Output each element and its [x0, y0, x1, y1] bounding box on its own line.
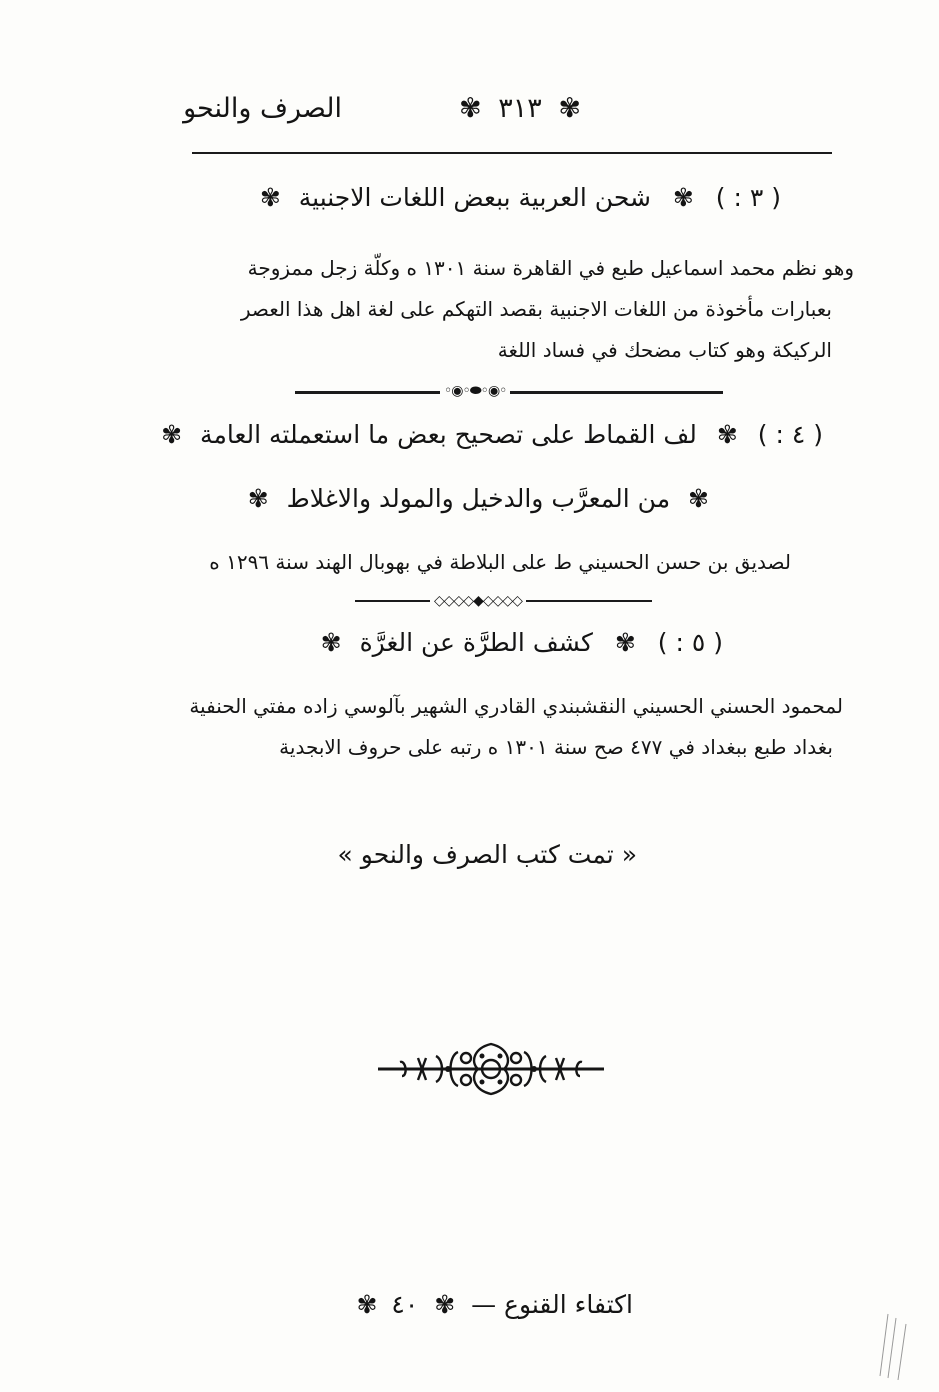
entry-5-body: [183, 686, 843, 768]
entry-3-line-2: بعبارات مأخوذة من اللغات الاجنبية بقصد التهكم على لغة اهل هذا العصر: [240, 297, 832, 321]
entry-4-heading-line-2: [248, 484, 709, 513]
ornament-icon: ✾: [459, 93, 482, 124]
entry-4-title: لف القماط على تصحيح بعض ما استعملته العامة: [200, 420, 697, 449]
ornament-icon: ✾: [558, 93, 581, 124]
ornament-icon: ✾: [672, 183, 694, 212]
section-closing: « تمت كتب الصرف والنحو »: [337, 840, 637, 869]
ornament-icon: ✾: [688, 484, 709, 513]
ornament-icon: ✾: [614, 628, 636, 657]
entry-3-line-3: الركيكة وهو كتاب مضحك في فساد اللغة: [497, 338, 832, 362]
ornament-icon: ✾: [161, 420, 183, 449]
footer-signature-line: [356, 1290, 633, 1319]
ornamental-rule-center-icon: ◦◉◦⬬◦◉◦: [440, 384, 510, 398]
entry-5-line-1: لمحمود الحسني الحسيني النقشبندي القادري الشهير بآلوسي زاده مفتي الحنفية: [189, 694, 843, 718]
entry-3-number: ( ٣ : ): [715, 183, 781, 212]
header-rule: [192, 152, 832, 154]
ornament-icon: ✾: [259, 183, 281, 212]
entry-3-heading: [260, 183, 781, 212]
entry-5-number: ( ٥ : ): [657, 628, 723, 657]
ornament-icon: ✾: [247, 484, 269, 513]
entry-4-body: لصديق بن حسن الحسيني ط على البلاطة في بهوبال الهند سنة ١٢٩٦ ه: [209, 550, 791, 574]
entry-3-line-1: وهو نظم محمد اسماعيل طبع في القاهرة سنة ١٣٠١ ه وكلّة زجل ممزوجة: [247, 256, 854, 280]
signature-text: اكتفاء القنوع —: [471, 1290, 633, 1319]
scratch-marks: [872, 1310, 912, 1380]
entry-4-number: ( ٤ : ): [757, 420, 823, 449]
entry-4-title-line-2: من المعرَّب والدخيل والمولد والاغلاط: [286, 484, 671, 513]
entry-4-heading: [161, 420, 823, 449]
ornament-icon: ✾: [434, 1290, 456, 1319]
entry-3-body: [182, 248, 854, 371]
ornament-icon: ✾: [320, 628, 342, 657]
page-number-group: [459, 93, 581, 124]
entry-5-heading: [321, 628, 723, 657]
running-header-title: الصرف والنحو: [183, 93, 342, 124]
decorative-vignette-icon: [378, 1038, 604, 1100]
page-number: ٣١٣: [498, 93, 542, 124]
entry-5-title: كشف الطرَّة عن الغرَّة: [359, 628, 593, 657]
ornament-icon: ✾: [356, 1290, 378, 1319]
entry-3-title: شحن العربية ببعض اللغات الاجنبية: [298, 183, 651, 212]
ornamental-rule-center-icon: ◇◇◇◇◆◇◇◇◇: [430, 594, 526, 608]
entry-5-line-2: بغداد طبع ببغداد في ٤٧٧ صح سنة ١٣٠١ ه رتبه على حروف الابجدية: [279, 735, 833, 759]
sheet-number: ٤٠: [391, 1290, 419, 1319]
ornament-icon: ✾: [716, 420, 738, 449]
